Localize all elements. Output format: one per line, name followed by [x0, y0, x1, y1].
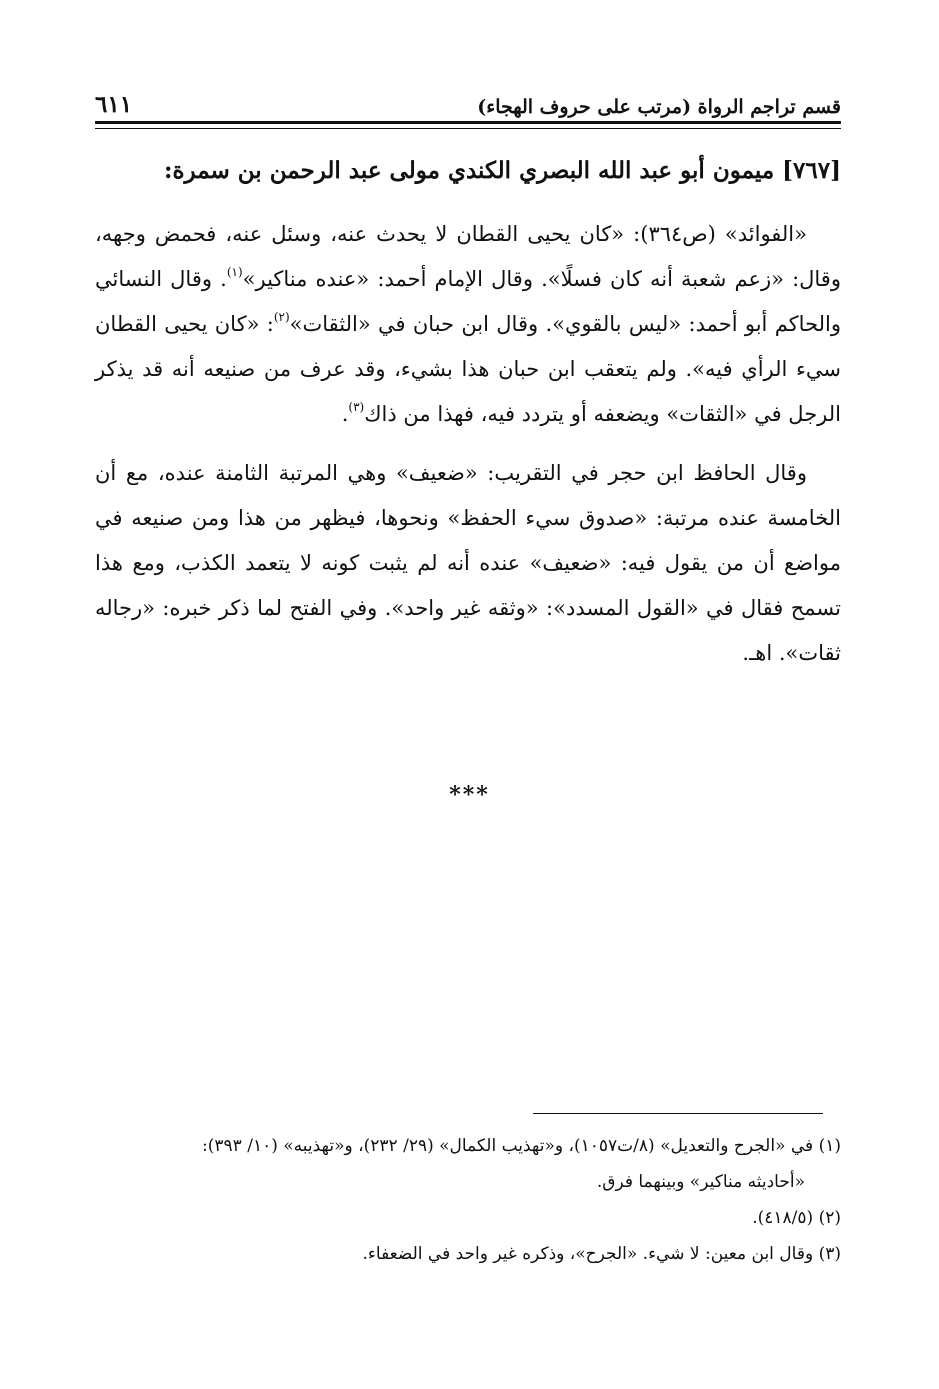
header-rule-thick — [95, 121, 841, 124]
footnote-ref-2[interactable]: (٢) — [273, 310, 290, 324]
section-separator: *** — [449, 782, 490, 808]
header-rule-thin — [95, 128, 841, 129]
footnote-1: (١) في «الجرح والتعديل» (٨/ت١٠٥٧)، و«تهذيب الكمال» (٢٩/ ٢٣٢)، و«تهذيبه» (١٠/ ٣٩٣): — [202, 1136, 841, 1156]
entry-title: [٧٦٧] ميمون أبو عبد الله البصري الكندي مولى عبد الرحمن بن سمرة: — [163, 157, 841, 184]
paragraph-1-part-c: : «كان يحيى القطان سيء الرأي فيه». ولم يتعقب ابن حبان هذا بشيء، وقد عرف من صنيعه أنه قد يذكر الرجل في «الثقات» ويضعفه أو يتردد فيه، فهذا من ذاك — [95, 312, 841, 426]
footnote-ref-3[interactable]: (٣) — [348, 400, 365, 414]
paragraph-1-part-b: . وقال النسائي والحاكم أبو أحمد: «ليس بالقوي». وقال ابن حبان في «الثقات» — [95, 267, 841, 336]
main-content — [95, 150, 841, 690]
paragraph-1-part-a: «الفوائد» (ص٣٦٤): «كان يحيى القطان لا يحدث عنه، وسئل عنه، فحمض وجهه، وقال: «زعم شعبة أنه كان فسلًا». وقال الإمام أحمد: «عنده مناكير» — [95, 222, 841, 291]
footnote-2: (٢) (٤١٨/٥). — [752, 1208, 841, 1228]
page-number: ٦١١ — [95, 91, 133, 118]
header-title: قسم تراجم الرواة (مرتب على حروف الهجاء) — [477, 96, 841, 118]
footnote-1-continuation: «أحاديثه مناكير» وبينهما فرق. — [596, 1172, 805, 1192]
footnote-ref-1[interactable]: (١) — [226, 265, 243, 279]
footnote-3: (٣) وقال ابن معين: لا شيء. «الجرح»، وذكره غير واحد في الضعفاء. — [362, 1244, 841, 1264]
paragraph-1 — [95, 212, 841, 437]
footnote-rule — [533, 1113, 823, 1114]
paragraph-2: وقال الحافظ ابن حجر في التقريب: «ضعيف» وهي المرتبة الثامنة عنده، مع أن الخامسة عنده مرتبة: «صدوق سيء الحفظ» ونحوها، فيظهر من هذا ومن صنيعه في مواضع أن من يقول فيه: «ضعيف» عنده أنه لم يثبت كونه لا يتعمد الكذب، ومع هذا تسمح فقال في «القول المسدد»: «وثقه غير واحد». وفي الفتح لما ذكر خبره: «رجاله ثقات». اهـ. — [95, 461, 841, 665]
footnotes — [95, 1128, 841, 1272]
running-header — [95, 78, 841, 118]
paragraph-1-part-d: . — [341, 402, 349, 426]
